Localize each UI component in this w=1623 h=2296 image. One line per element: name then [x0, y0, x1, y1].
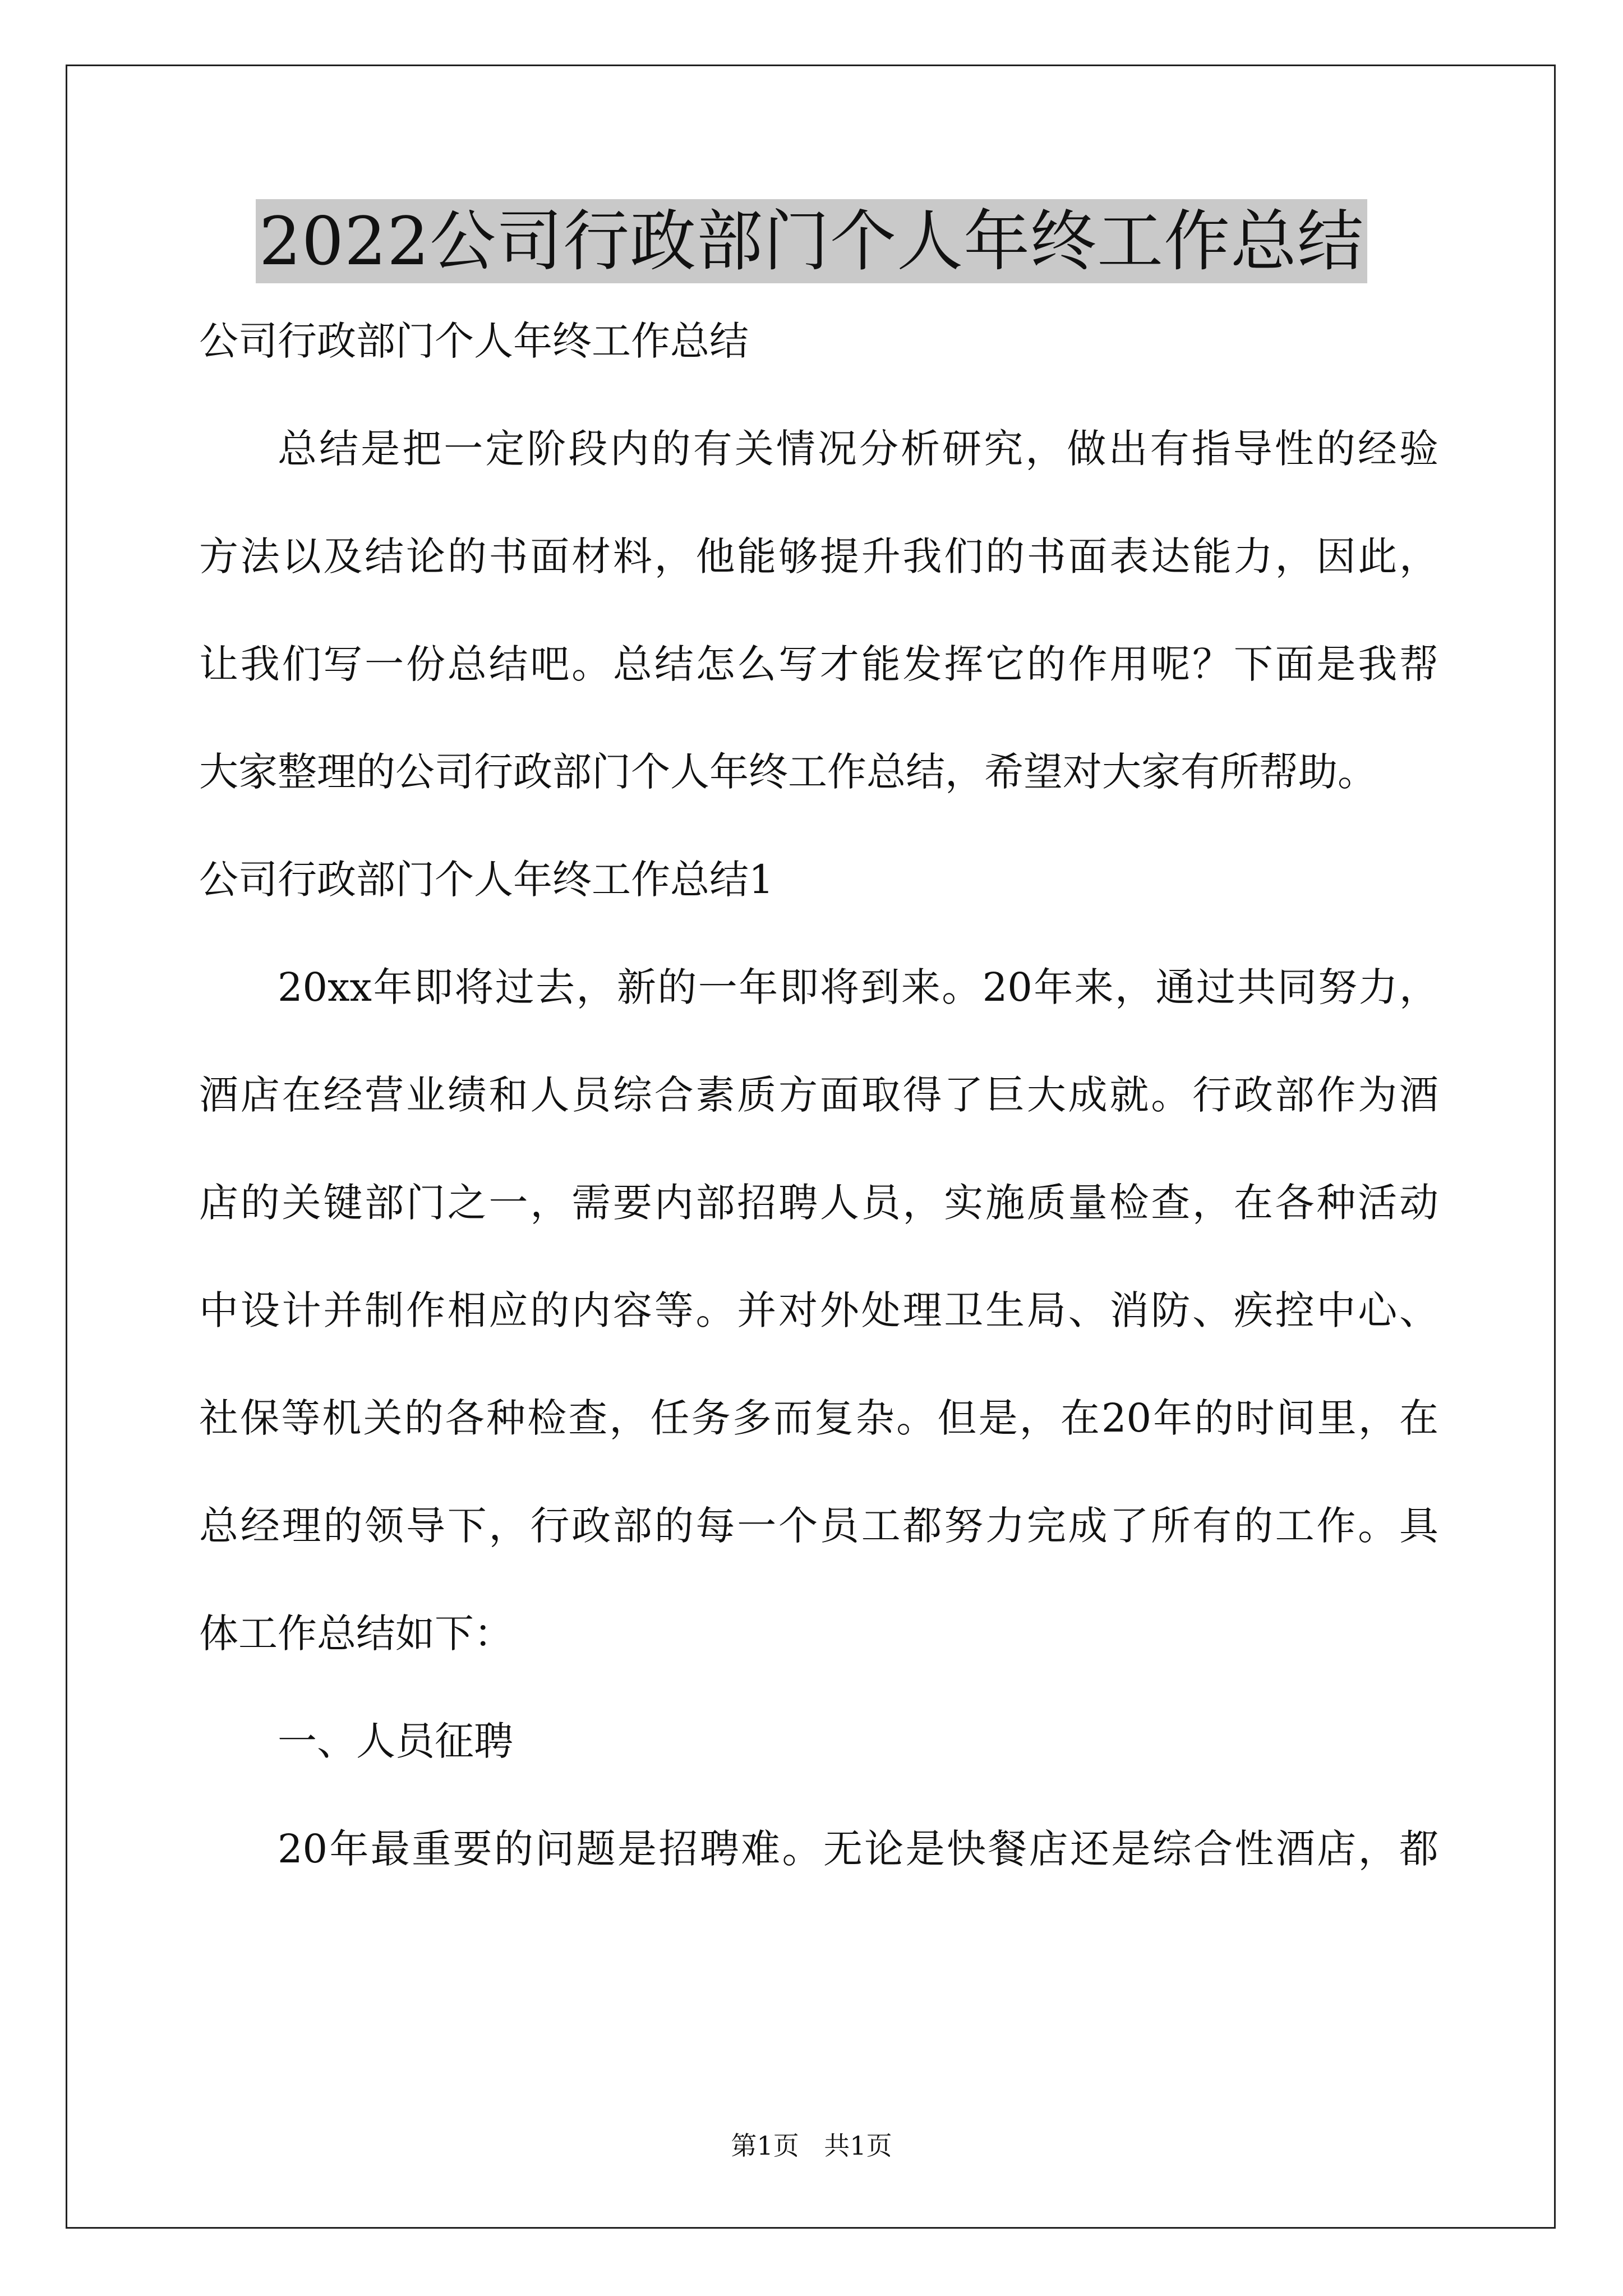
body-line-4: 中设计并制作相应的内容等。并对外处理卫生局、消防、疾控中心、	[199, 1287, 1438, 1333]
page-footer: 第1页 共1页	[731, 2131, 892, 2161]
body-line-2: 酒店在经营业绩和人员综合素质方面取得了巨大成就。行政部作为酒	[199, 1072, 1438, 1118]
item-text: 20年最重要的问题是招聘难。无论是快餐店还是综合性酒店，都	[278, 1826, 1438, 1872]
body-line-1: 20xx年即将过去，新的一年即将到来。20年来，通过共同努力，	[278, 964, 1438, 1010]
intro-line-4: 大家整理的公司行政部门个人年终工作总结，希望对大家有所帮助。	[199, 749, 1377, 795]
section-heading: 公司行政部门个人年终工作总结1	[199, 857, 774, 903]
intro-line-2: 方法以及结论的书面材料，他能够提升我们的书面表达能力，因此，	[199, 533, 1438, 579]
body-line-5: 社保等机关的各种检查，任务多而复杂。但是，在20年的时间里，在	[199, 1395, 1438, 1441]
document-body	[199, 314, 1438, 1930]
intro-line-1: 总结是把一定阶段内的有关情况分析研究，做出有指导性的经验	[278, 426, 1438, 472]
body-line-6: 总经理的领导下，行政部的每一个员工都努力完成了所有的工作。具	[199, 1503, 1438, 1549]
body-line-7: 体工作总结如下：	[199, 1611, 513, 1657]
document-subtitle: 公司行政部门个人年终工作总结	[199, 318, 749, 364]
intro-line-3: 让我们写一份总结吧。总结怎么写才能发挥它的作用呢？下面是我帮	[199, 641, 1438, 687]
document-title: 2022公司行政部门个人年终工作总结	[256, 199, 1367, 283]
body-line-3: 店的关键部门之一，需要内部招聘人员，实施质量检查，在各种活动	[199, 1180, 1438, 1226]
title-container	[0, 199, 1623, 283]
item-heading: 一、人员征聘	[278, 1718, 513, 1764]
